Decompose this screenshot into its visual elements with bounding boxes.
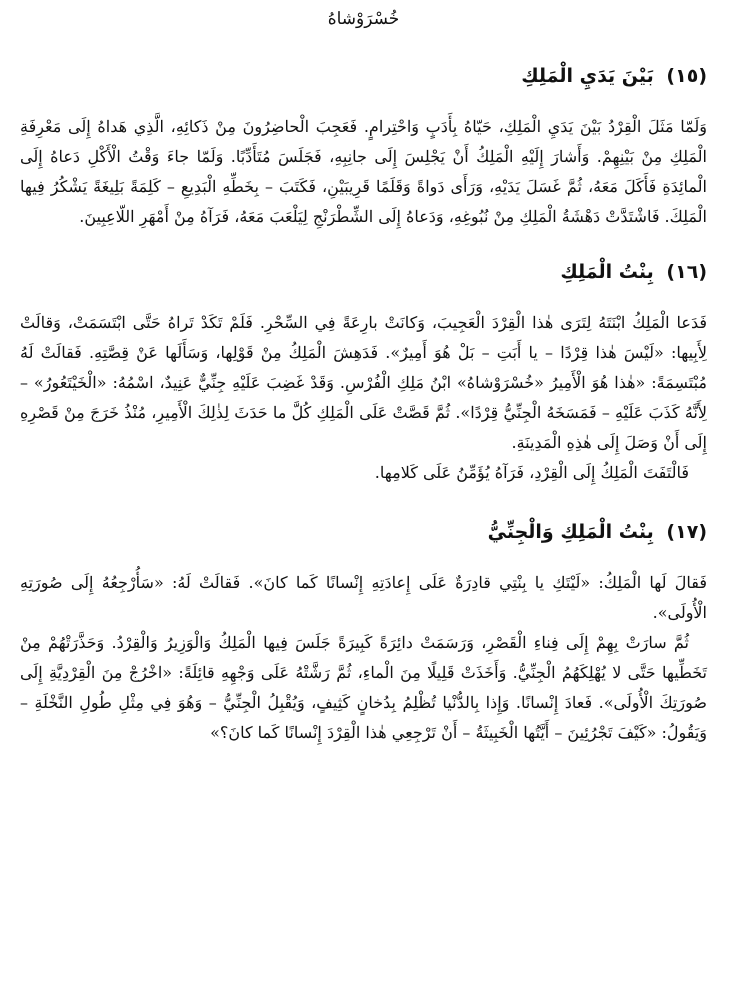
section-spacer: [20, 488, 707, 518]
section-16: [20, 258, 707, 488]
section-heading: [20, 518, 707, 546]
section-title: بِنْتُ الْمَلِكِ: [560, 261, 654, 283]
section-title: بِنْتُ الْمَلِكِ وَالْجِنِّيُّ: [487, 521, 654, 543]
running-head: خُسْرَوْشاهُ: [327, 9, 400, 29]
section-17: [20, 518, 707, 748]
paragraph: فَالْتَفَتَ الْمَلِكُ إِلَى الْقِرْدِ، فَرَآهُ يُؤَمِّنُ عَلَى كَلامِها.: [374, 463, 689, 482]
section-spacer: [20, 232, 707, 258]
section-title: بَيْنَ يَدَيِ الْمَلِكِ: [521, 65, 654, 87]
paragraph: وَلَمّا مَثَلَ الْقِرْدُ بَيْنَ يَدَيِ الْمَلِكِ، حَيّاهُ بِأَدَبٍ وَاحْتِرامٍ. فَعَجِبَ الْحاضِرُونَ مِنْ ذَكائِهِ، الَّذِي هَداهُ إِلَى مَعْرِفَةِ الْمَلِكِ مِنْ بَيْنِهِمْ. وَأَشارَ إِلَيْهِ الْمَلِكُ أَنْ يَجْلِسَ إِلَى جانِبِهِ، فَجَلَسَ مُتَأَدِّبًا. وَلَمّا جاءَ وَقْتُ الْأَكْلِ دَعاهُ إِلَى الْمائِدَةِ فَأَكَلَ مَعَهُ، ثُمَّ غَسَلَ يَدَيْهِ، وَرَأَى دَواةً وَقَلَمًا قَرِيبَيْنِ، فَكَتَبَ – بِخَطِّهِ الْبَدِيعِ – كَلِمَةً بَلِيغَةً يَشْكُرُ فِيها الْمَلِكَ. فَاشْتَدَّتْ دَهْشَةُ الْمَلِكِ مِنْ نُبُوغِهِ، وَدَعاهُ إِلَى الشِّطْرَنْجِ لِيَلْعَبَ مَعَهُ، فَرَآهُ مِنْ أَمْهَرِ اللّاعِبِينَ.: [20, 117, 707, 226]
paragraph: ثُمَّ سارَتْ بِهِمْ إِلَى فِناءِ الْقَصْرِ، وَرَسَمَتْ دائِرَةً كَبِيرَةً جَلَسَ فِيها الْمَلِكُ وَالْوَزِيرُ وَالْقِرْدُ. وَحَذَّرَتْهُمْ مِنْ تَخَطِّيها حَتَّى لا يُهْلِكَهُمُ الْجِنِّيُّ. وَأَخَذَتْ قَلِيلًا مِنَ الْماءِ، ثُمَّ رَشَّتْهُ عَلَى وَجْهِهِ قائِلَةً: «اخْرُجْ مِنَ الْقِرْدِيَّةِ إِلَى صُورَتِكَ الْأُولَى». فَعادَ إِنْسانًا. وَإِذا بِالدُّنْيا تُظْلِمُ بِدُخانٍ كَثِيفٍ، وَيُقْبِلُ الْجِنِّيُّ – وَهُوَ فِي مِثْلِ طُولِ النَّخْلَةِ – وَيَقُولُ: «كَيْفَ تَجْرُئِينَ – أَيَّتُها الْخَبِيثَةُ – أَنْ تَرْجِعِي هٰذا الْقِرْدَ إِنْسانًا كَما كانَ؟»: [20, 633, 707, 742]
section-number: (١٦): [666, 261, 707, 283]
section-number: (١٥): [666, 65, 707, 87]
section-15: [20, 62, 707, 232]
paragraph: فَدَعا الْمَلِكُ ابْنَتَهُ لِتَرَى هٰذا الْقِرْدَ الْعَجِيبَ، وَكانَتْ بارِعَةً فِي السِّحْرِ. فَلَمْ تَكَدْ تَراهُ حَتَّى ابْتَسَمَتْ، وَقالَتْ لِأَبِيها: «لَيْسَ هٰذا قِرْدًا – يا أَبَتِ – بَلْ هُوَ أَمِيرٌ». فَدَهِشَ الْمَلِكُ مِنْ قَوْلِها، وَسَأَلَها عَنْ قِصَّتِهِ. فَقالَتْ لَهُ مُبْتَسِمَةً: «هٰذا هُوَ الْأَمِيرُ «خُسْرَوْشاهُ» ابْنُ مَلِكِ الْفُرْسِ. وَقَدْ غَضِبَ عَلَيْهِ جِنِّيٌّ عَنِيدٌ، اسْمُهُ: «الْخَيْتَعُورُ» – لِأَنَّهُ كَذَبَ عَلَيْهِ – فَمَسَخَهُ الْجِنِّيُّ قِرْدًا». ثُمَّ قَصَّتْ عَلَى الْمَلِكِ كُلَّ ما حَدَثَ لِذٰلِكَ الْأَمِيرِ، مُنْذُ خَرَجَ مِنْ قَصْرِهِ إِلَى أَنْ وَصَلَ إِلَى هٰذِهِ الْمَدِينَةِ.: [20, 313, 707, 452]
paragraph: فَقالَ لَها الْمَلِكُ: «لَيْتَكِ يا بِنْتِي قادِرَةٌ عَلَى إِعادَتِهِ إِنْسانًا كَما كانَ». فَقالَتْ لَهُ: «سَأُرْجِعُهُ إِلَى صُورَتِهِ الْأُولَى».: [20, 573, 707, 622]
section-number: (١٧): [666, 521, 707, 543]
section-heading: [20, 62, 707, 90]
section-heading: [20, 258, 707, 286]
